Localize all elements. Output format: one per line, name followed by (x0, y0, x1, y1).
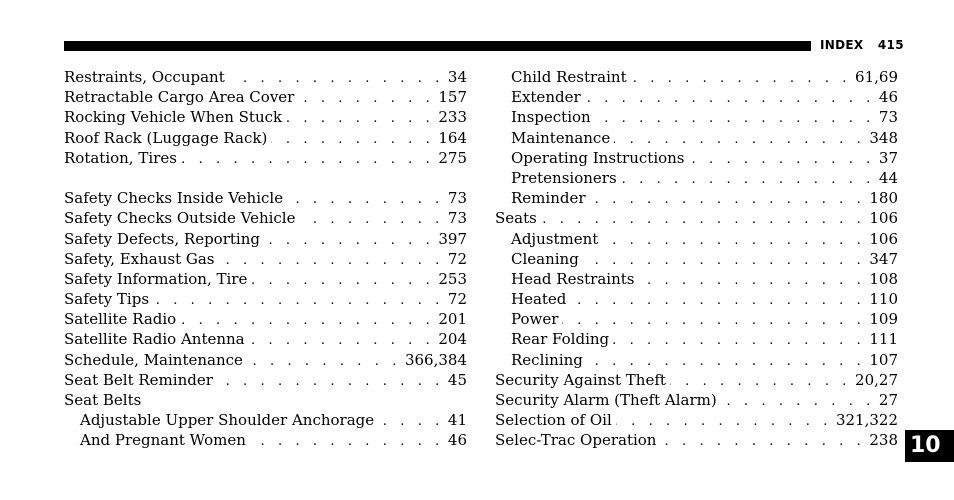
dot-leader (299, 210, 443, 228)
index-entry (495, 87, 898, 107)
index-term: Selec-Trac Operation (495, 431, 657, 450)
index-term: Adjustable Upper Shoulder Anchorage (80, 411, 375, 430)
index-entry (64, 390, 467, 410)
index-entry (495, 107, 898, 127)
index-term: Safety Tips (64, 290, 150, 309)
index-entry (495, 370, 898, 390)
dot-leader (570, 291, 865, 309)
dot-leader (180, 311, 434, 329)
index-entry (64, 430, 467, 450)
index-page-ref: 72 (447, 290, 467, 309)
dot-leader (616, 412, 832, 430)
index-page-ref: 109 (869, 310, 898, 329)
index-term: Security Against Theft (495, 370, 666, 389)
index-entry (64, 148, 467, 168)
index-page-ref: 201 (438, 310, 467, 329)
index-term: Safety Checks Inside Vehicle (64, 189, 284, 208)
index-entry (64, 249, 467, 269)
index-page-ref: 34 (447, 68, 467, 86)
dot-leader (217, 372, 444, 390)
index-term: Child Restraint (511, 68, 627, 86)
index-term: Safety, Exhaust Gas (64, 249, 215, 268)
index-term: Rear Folding (511, 330, 610, 349)
dot-leader (721, 392, 875, 410)
index-term: Head Restraints (511, 269, 635, 288)
index-term: Operating Instructions (511, 148, 685, 167)
index-term: Safety Information, Tire (64, 269, 248, 288)
dot-leader (595, 109, 875, 127)
dot-leader (298, 89, 434, 107)
index-entry (64, 329, 467, 349)
header-rule (64, 41, 811, 51)
index-page-ref: 106 (869, 229, 898, 248)
index-entry (64, 269, 467, 289)
index-term: Inspection (511, 108, 591, 127)
dot-leader (218, 251, 443, 269)
index-entry (495, 390, 898, 410)
index-entry (495, 410, 898, 430)
index-term: Maintenance (511, 128, 611, 147)
index-term: Reclining (511, 350, 583, 369)
index-term: Adjustment (511, 229, 599, 248)
dot-leader (181, 150, 434, 168)
index-page-ref: 348 (869, 128, 898, 147)
dot-leader (247, 352, 401, 370)
index-entry (495, 269, 898, 289)
dot-leader (631, 69, 851, 87)
index-page-ref: 275 (438, 148, 467, 167)
dot-leader (590, 190, 866, 208)
index-page-ref: 27 (878, 391, 898, 409)
index-term: Rocking Vehicle When Stuck (64, 108, 283, 127)
index-page-ref: 46 (878, 88, 898, 107)
dot-leader (587, 352, 865, 370)
index-term: Reminder (511, 189, 586, 208)
index-term: Pretensioners (511, 168, 617, 187)
index-entry (64, 309, 467, 329)
index-page-ref: 238 (869, 431, 898, 450)
index-term: Restraints, Occupant (64, 68, 225, 86)
dot-leader (251, 271, 434, 289)
index-term: Retractable Cargo Area Cover (64, 88, 295, 107)
dot-leader (249, 331, 435, 349)
dot-leader (670, 372, 851, 390)
index-page-ref: 41 (447, 411, 467, 430)
index-term: Rotation, Tires (64, 148, 177, 167)
index-entry (495, 67, 898, 87)
dot-leader (583, 251, 866, 269)
index-page-ref: 321,322 (835, 411, 898, 430)
index-page-ref: 20,27 (855, 370, 898, 389)
index-entry (64, 107, 467, 127)
section-title: INDEX (820, 38, 864, 52)
index-entry (495, 229, 898, 249)
index-entry (495, 289, 898, 309)
index-entry (64, 370, 467, 390)
dot-leader (613, 331, 865, 349)
index-term: Cleaning (511, 249, 579, 268)
dot-leader (562, 311, 865, 329)
index-term: And Pregnant Women (80, 431, 246, 450)
index-page-ref: 73 (878, 108, 898, 127)
index-entry (495, 249, 898, 269)
index-term: Selection of Oil (495, 411, 612, 430)
index-entry (64, 410, 467, 430)
index-entry (495, 128, 898, 148)
index-page-ref: 233 (438, 108, 467, 127)
index-page-ref: 157 (438, 88, 467, 107)
dot-leader (638, 271, 865, 289)
index-page-ref: 397 (438, 229, 467, 248)
index-page-ref: 253 (438, 269, 467, 288)
index-column-right (495, 67, 898, 451)
index-page-ref: 44 (878, 168, 898, 187)
index-entry (495, 148, 898, 168)
index-term: Extender (511, 88, 581, 107)
dot-leader (585, 89, 875, 107)
index-page-ref: 46 (447, 431, 467, 450)
dot-leader (250, 432, 444, 450)
index-entry (64, 208, 467, 228)
index-entry (64, 87, 467, 107)
index-entry (64, 350, 467, 370)
index-page-ref: 106 (869, 209, 898, 228)
index-term: Seat Belts (64, 391, 142, 409)
index-page-ref: 164 (438, 128, 467, 147)
page-number: 415 (877, 38, 904, 52)
index-term: Power (511, 310, 559, 329)
dot-leader (286, 109, 434, 127)
index-entry (64, 289, 467, 309)
dot-leader (541, 210, 866, 228)
index-page-ref: 73 (447, 189, 467, 208)
index-term: Safety Defects, Reporting (64, 229, 260, 248)
index-page-ref: 45 (447, 370, 467, 389)
index-term: Satellite Radio (64, 310, 177, 329)
dot-leader (621, 170, 875, 188)
index-entry (64, 229, 467, 249)
index-page-ref: 73 (447, 209, 467, 228)
index-term: Roof Rack (Luggage Rack) (64, 128, 268, 147)
index-entry (495, 430, 898, 450)
index-term: Schedule, Maintenance (64, 350, 243, 369)
index-page-ref: 110 (869, 290, 898, 309)
index-entry (495, 329, 898, 349)
index-column-left (64, 67, 467, 451)
index-term: Seats (495, 209, 537, 228)
dot-leader (660, 432, 865, 450)
dot-leader (602, 231, 865, 249)
dot-leader (614, 130, 865, 148)
index-page-ref: 366,384 (404, 350, 467, 369)
index-page-ref: 108 (869, 269, 898, 288)
dot-leader (287, 190, 444, 208)
index-page-ref: 180 (869, 189, 898, 208)
dot-leader (229, 69, 444, 87)
index-entry (64, 128, 467, 148)
index-entry (495, 309, 898, 329)
index-term: Heated (511, 290, 567, 309)
index-entry (495, 168, 898, 188)
index-term: Security Alarm (Theft Alarm) (495, 391, 717, 409)
index-page-ref: 107 (869, 350, 898, 369)
index-entry (495, 350, 898, 370)
dot-leader (378, 412, 444, 430)
index-page-ref: 204 (438, 330, 467, 349)
dot-leader (153, 291, 444, 309)
dot-leader (264, 231, 434, 249)
index-entry (64, 67, 467, 87)
index-term: Safety Checks Outside Vehicle (64, 209, 296, 228)
dot-leader (271, 130, 434, 148)
index-page-ref: 61,69 (855, 68, 898, 86)
spacer (64, 168, 467, 188)
dot-leader (689, 150, 875, 168)
index-page-ref: 111 (869, 330, 898, 349)
index-entry (64, 188, 467, 208)
index-term: Seat Belt Reminder (64, 370, 213, 389)
index-entry (495, 208, 898, 228)
running-header (820, 38, 904, 52)
chapter-tab: 10 (905, 430, 954, 462)
index-entry (495, 188, 898, 208)
index-page-ref: 347 (869, 249, 898, 268)
index-term: Satellite Radio Antenna (64, 330, 245, 349)
index-page-ref: 72 (447, 249, 467, 268)
index-page-ref: 37 (878, 148, 898, 167)
